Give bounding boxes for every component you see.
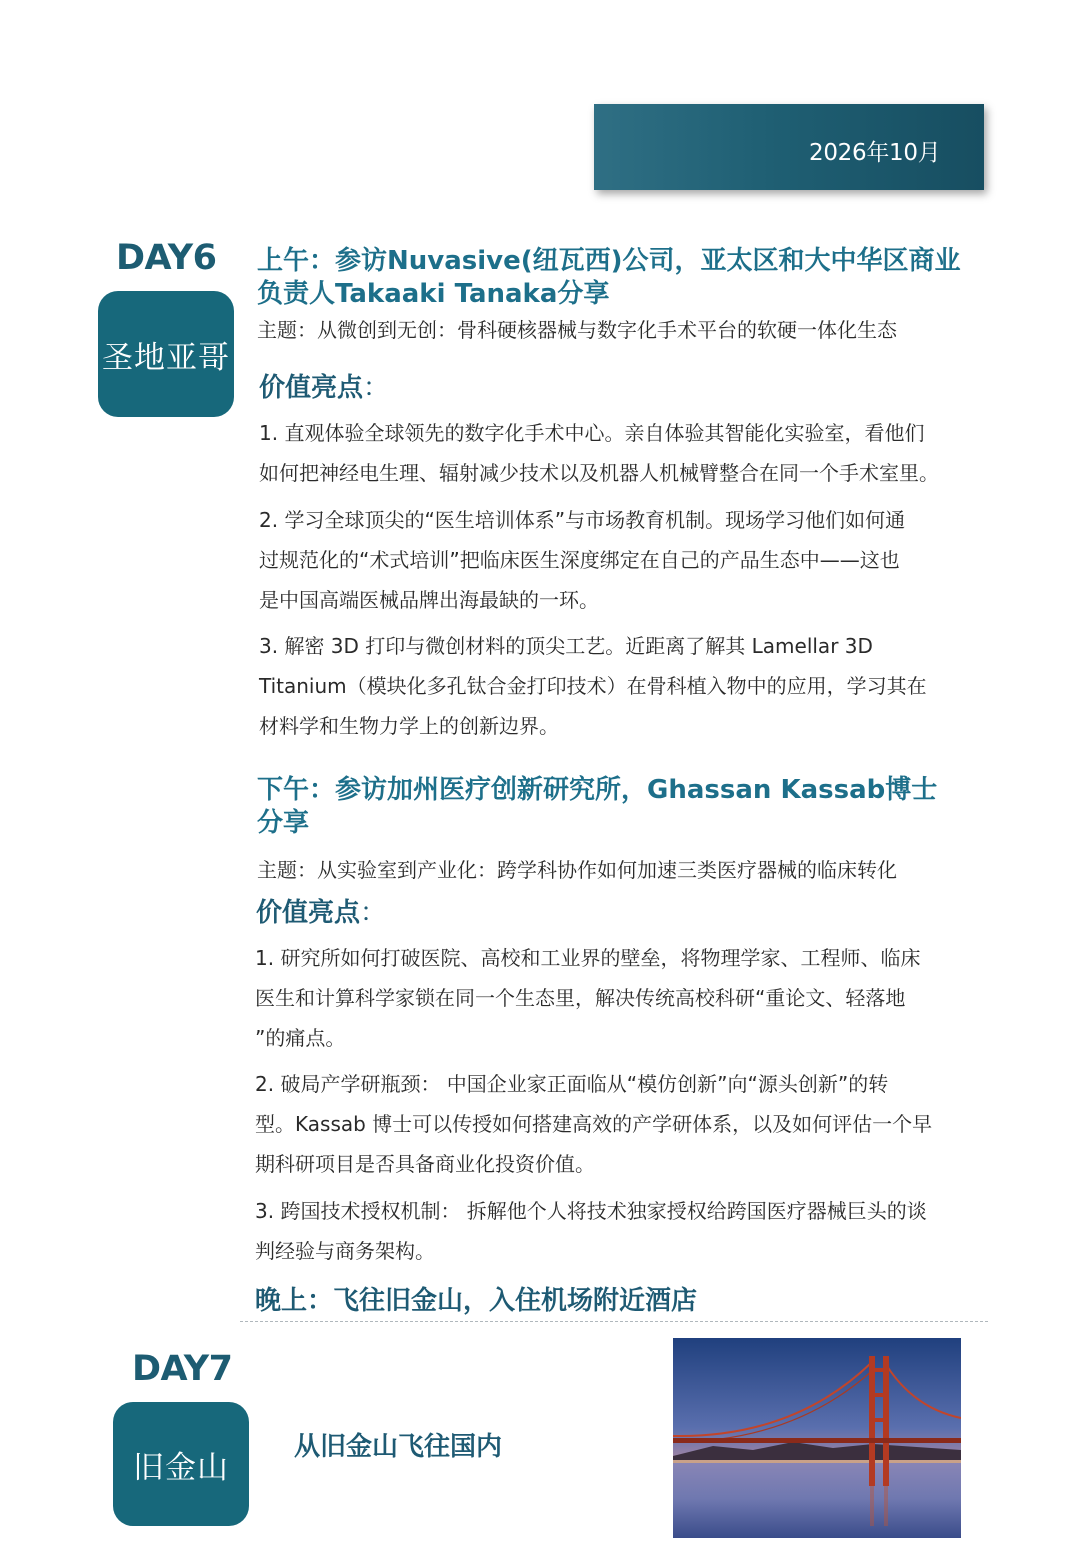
afternoon-item-1-line: 1. 研究所如何打破医院、高校和工业界的壁垒，将物理学家、工程师、临床 — [255, 946, 921, 970]
morning-item-2-line: 2. 学习全球顶尖的“医生培训体系”与市场教育机制。现场学习他们如何通 — [259, 508, 906, 532]
afternoon-item-3-line: 3. 跨国技术授权机制： 拆解他个人将技术独家授权给跨国医疗器械巨头的谈 — [255, 1199, 927, 1223]
date-text: 2026年10月 — [809, 140, 941, 166]
morning-title-line1: 上午：参访Nuvasive(纽瓦西)公司，亚太区和大中华区商业 — [257, 246, 961, 276]
morning-item-3-line: Titanium（模块化多孔钛合金打印技术）在骨科植入物中的应用，学习其在 — [259, 674, 927, 698]
day7-label: DAY7 — [132, 1349, 233, 1389]
morning-item-1-line: 1. 直观体验全球领先的数字化手术中心。亲自体验其智能化实验室，看他们 — [259, 421, 925, 445]
morning-section — [257, 245, 1017, 311]
afternoon-item-1 — [255, 938, 1025, 1058]
evening-title: 晚上：飞往旧金山，入住机场附近酒店 — [255, 1286, 698, 1316]
afternoon-item-2-line: 型。Kassab 博士可以传授如何搭建高效的产学研体系，以及如何评估一个早 — [255, 1112, 933, 1136]
day7-city-name: 旧金山 — [133, 1449, 229, 1486]
morning-item-2 — [259, 500, 1019, 620]
afternoon-highlights-label: 价值亮点 — [256, 898, 361, 928]
date-banner — [594, 104, 984, 190]
day6-label: DAY6 — [116, 238, 217, 278]
day7-text: 从旧金山飞往国内 — [294, 1432, 503, 1462]
morning-highlights-label: 价值亮点 — [259, 373, 364, 403]
afternoon-item-2 — [255, 1064, 1025, 1184]
afternoon-topic: 主题：从实验室到产业化：跨学科协作如何加速三类医疗器械的临床转化 — [257, 858, 897, 882]
day6-city-name: 圣地亚哥 — [102, 339, 230, 376]
afternoon-title-line2: 分享 — [257, 808, 310, 838]
morning-item-1 — [259, 413, 1019, 493]
day6-city-badge — [98, 291, 234, 417]
afternoon-section — [257, 774, 1017, 840]
morning-highlights-title — [259, 367, 389, 404]
section-divider — [240, 1321, 988, 1322]
morning-highlights-colon: ： — [363, 373, 390, 403]
morning-item-3 — [259, 626, 1019, 746]
golden-gate-bridge-icon — [673, 1338, 961, 1538]
afternoon-item-1-line: 医生和计算科学家锁在同一个生态里，解决传统高校科研“重论文、轻落地 — [255, 986, 906, 1010]
morning-title-line2: 负责人Takaaki Tanaka分享 — [257, 279, 610, 309]
day7-city-badge — [113, 1402, 249, 1526]
afternoon-item-1-line: ”的痛点。 — [255, 1026, 346, 1050]
golden-gate-bridge-photo — [673, 1338, 961, 1538]
afternoon-highlights-colon: ： — [360, 898, 387, 928]
morning-item-3-line: 材料学和生物力学上的创新边界。 — [259, 714, 559, 738]
morning-item-2-line: 是中国高端医械品牌出海最缺的一环。 — [259, 588, 599, 612]
afternoon-item-2-line: 2. 破局产学研瓶颈： 中国企业家正面临从“模仿创新”向“源头创新”的转 — [255, 1072, 889, 1096]
morning-item-2-line: 过规范化的“术式培训”把临床医生深度绑定在自己的产品生态中——这也 — [259, 548, 900, 572]
morning-item-3-line: 3. 解密 3D 打印与微创材料的顶尖工艺。近距离了解其 Lamellar 3D — [259, 634, 873, 658]
morning-item-1-line: 如何把神经电生理、辐射减少技术以及机器人机械臂整合在同一个手术室里。 — [259, 461, 939, 485]
morning-topic: 主题：从微创到无创：骨科硬核器械与数字化手术平台的软硬一体化生态 — [257, 318, 897, 342]
afternoon-item-3 — [255, 1191, 1025, 1271]
afternoon-item-2-line: 期科研项目是否具备商业化投资价值。 — [255, 1152, 595, 1176]
afternoon-item-3-line: 判经验与商务架构。 — [255, 1239, 435, 1263]
afternoon-highlights-title — [256, 892, 386, 929]
afternoon-title-line1: 下午：参访加州医疗创新研究所，Ghassan Kassab博士 — [257, 775, 938, 805]
